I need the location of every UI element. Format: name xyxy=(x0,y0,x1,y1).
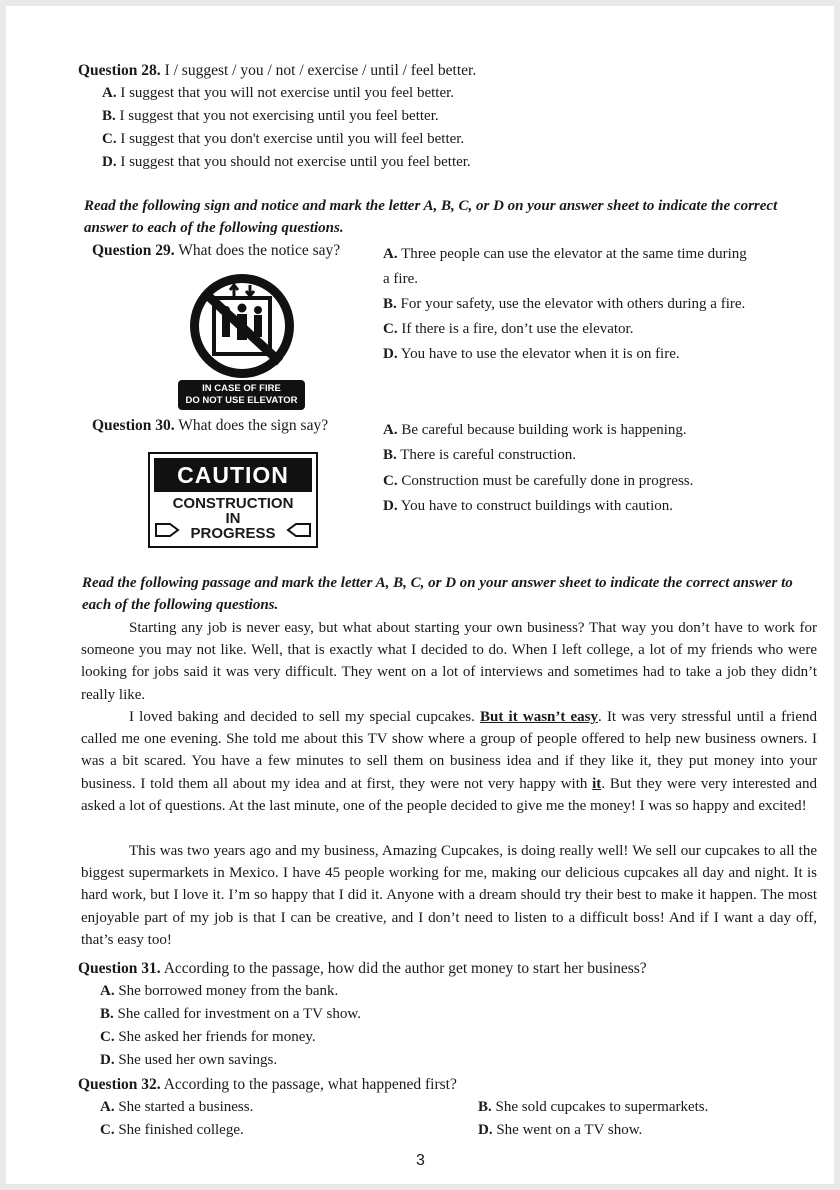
option-text: I suggest that you not exercising until you feel better. xyxy=(119,108,439,124)
question-31 xyxy=(78,958,647,979)
question-29 xyxy=(92,240,340,261)
underlined-phrase: But it wasn’t easy xyxy=(480,709,599,725)
option-letter: B. xyxy=(102,108,116,124)
q31-option-a[interactable] xyxy=(100,981,338,1002)
option-text: She borrowed money from the bank. xyxy=(118,983,339,999)
exam-page xyxy=(6,6,834,1184)
option-text: She used her own savings. xyxy=(118,1052,278,1068)
option-text: You have to construct buildings with caution. xyxy=(400,498,674,514)
option-text: There is careful construction. xyxy=(400,447,577,463)
question-label: Question 31. xyxy=(78,960,161,977)
q28-option-c[interactable] xyxy=(102,129,464,150)
option-letter: C. xyxy=(102,131,117,147)
option-text: Be careful because building work is happening. xyxy=(401,422,687,438)
sign-line-3: PROGRESS xyxy=(190,525,276,542)
notice-caption xyxy=(178,380,305,410)
sign-line-2: IN xyxy=(225,510,241,527)
passage-paragraph-3 xyxy=(81,840,817,951)
option-text: For your safety, use the elevator with others during a fire. xyxy=(400,296,746,312)
option-text: She started a business. xyxy=(118,1099,254,1115)
option-text: She asked her friends for money. xyxy=(118,1029,316,1045)
q29-option-a-cont xyxy=(383,269,418,290)
option-letter: D. xyxy=(478,1122,493,1138)
underlined-word: it xyxy=(592,775,602,792)
question-prompt: According to the passage, how did the author get money to start her business? xyxy=(163,960,647,977)
option-letter: B. xyxy=(383,447,397,463)
option-text: I suggest that you don't exercise until you will feel better. xyxy=(120,131,465,147)
passage-paragraph-1 xyxy=(81,617,817,706)
option-letter: A. xyxy=(102,85,117,101)
q30-option-c[interactable] xyxy=(383,471,693,492)
option-letter: D. xyxy=(100,1052,115,1068)
option-text: I suggest that you should not exercise until you feel better. xyxy=(120,154,471,170)
question-prompt: According to the passage, what happened first? xyxy=(163,1076,457,1093)
option-letter: C. xyxy=(100,1029,115,1045)
option-text: a fire. xyxy=(383,271,418,287)
pointing-hand-right-icon xyxy=(154,520,180,540)
q29-option-d[interactable] xyxy=(383,344,680,365)
paragraph-text: . But they were very interested and asked a lot of questions. At the last minute, one of the people decided to give me the money! I was so happy and excited! xyxy=(81,775,817,814)
q28-option-a[interactable] xyxy=(102,83,454,104)
instruction-passage: Read the following passage and mark the letter A, B, C, or D on your answer sheet to indicate the correct answer to each of the following questions. xyxy=(82,575,793,613)
q31-option-c[interactable] xyxy=(100,1027,316,1048)
option-letter: A. xyxy=(383,422,398,438)
notice-line-1: IN CASE OF FIRE xyxy=(202,383,281,394)
option-letter: C. xyxy=(383,321,398,337)
option-letter: A. xyxy=(383,246,398,262)
q30-option-a[interactable] xyxy=(383,420,687,441)
q29-option-c[interactable] xyxy=(383,319,633,340)
question-label: Question 32. xyxy=(78,1076,161,1093)
sign-title: CAUTION xyxy=(154,458,312,492)
q30-option-d[interactable] xyxy=(383,496,673,517)
option-letter: D. xyxy=(383,498,398,514)
q29-option-a[interactable] xyxy=(383,244,747,265)
question-30 xyxy=(92,415,328,436)
question-28 xyxy=(78,60,476,81)
question-32 xyxy=(78,1074,457,1095)
question-prompt: I / suggest / you / not / exercise / until / feel better. xyxy=(164,62,477,79)
question-label: Question 28. xyxy=(78,62,161,79)
caution-sign xyxy=(148,452,318,548)
option-letter: B. xyxy=(383,296,397,312)
option-text: She went on a TV show. xyxy=(496,1122,643,1138)
paragraph-text: . It was very stressful until a friend called me one evening. She told me about this TV show where a group of people offered to help new business owners. I was a bit scared. You have a few minutes to sell them on business idea and if they like it, they put money into your business. I told them all about my idea and at first, they were not very happy with xyxy=(81,709,817,792)
option-text: You have to use the elevator when it is on fire. xyxy=(400,346,680,362)
question-prompt: What does the sign say? xyxy=(178,417,329,434)
paragraph-text: I loved baking and decided to sell my special cupcakes. xyxy=(129,709,481,725)
option-text: Construction must be carefully done in progress. xyxy=(401,473,694,489)
q32-option-a[interactable] xyxy=(100,1097,253,1118)
q30-option-b[interactable] xyxy=(383,445,576,466)
option-letter: A. xyxy=(100,983,115,999)
q31-option-d[interactable] xyxy=(100,1050,277,1071)
q28-option-d[interactable] xyxy=(102,152,471,173)
option-letter: D. xyxy=(102,154,117,170)
q32-option-b[interactable] xyxy=(478,1097,708,1118)
option-text: She finished college. xyxy=(118,1122,244,1138)
option-letter: D. xyxy=(383,346,398,362)
notice-line-2: DO NOT USE ELEVATOR xyxy=(185,395,298,406)
q29-option-b[interactable] xyxy=(383,294,745,315)
q32-option-c[interactable] xyxy=(100,1120,244,1141)
page-number: 3 xyxy=(416,1152,425,1169)
q32-option-d[interactable] xyxy=(478,1120,642,1141)
option-letter: A. xyxy=(100,1099,115,1115)
q31-option-b[interactable] xyxy=(100,1004,361,1025)
paragraph-text: Starting any job is never easy, but what about starting your own business? That way you don’t have to work for someone you may not like. Well, that is exactly what I decided to do. When I left college, a lot of my friends who were looking for jobs said it was very difficult. They went on a lot of interviews and sometimes had to take a job they didn’t really like. xyxy=(81,620,817,703)
question-label: Question 29. xyxy=(92,242,175,259)
instruction-sign-notice: Read the following sign and notice and mark the letter A, B, C, or D on your answer sheet to indicate the correct answer to each of the following questions. xyxy=(84,198,778,236)
option-text: She called for investment on a TV show. xyxy=(117,1006,361,1022)
sign-line-1: CONSTRUCTION xyxy=(172,495,294,512)
option-text: Three people can use the elevator at the same time during xyxy=(401,246,747,262)
question-label: Question 30. xyxy=(92,417,175,434)
passage-paragraph-2 xyxy=(81,706,817,817)
option-text: She sold cupcakes to supermarkets. xyxy=(495,1099,709,1115)
q28-option-b[interactable] xyxy=(102,106,439,127)
paragraph-text: This was two years ago and my business, Amazing Cupcakes, is doing really well! We sell our cupcakes to all the biggest supermarkets in Mexico. I have 45 people working for me, making our delicious cupcakes all day and night. It is hard work, but I love it. I’m so happy that I did it. Anyone with a dream should try their best to make it happen. The most enjoyable part of my job is that I can be creative, and I don’t need to listen to a difficult boss! And if I want a day off, that’s easy too! xyxy=(81,843,817,948)
option-letter: B. xyxy=(478,1099,492,1115)
option-letter: C. xyxy=(383,473,398,489)
question-prompt: What does the notice say? xyxy=(178,242,341,259)
pointing-hand-left-icon xyxy=(286,520,312,540)
option-letter: C. xyxy=(100,1122,115,1138)
option-text: If there is a fire, don’t use the elevator. xyxy=(401,321,634,337)
option-letter: B. xyxy=(100,1006,114,1022)
option-text: I suggest that you will not exercise until you feel better. xyxy=(120,85,455,101)
